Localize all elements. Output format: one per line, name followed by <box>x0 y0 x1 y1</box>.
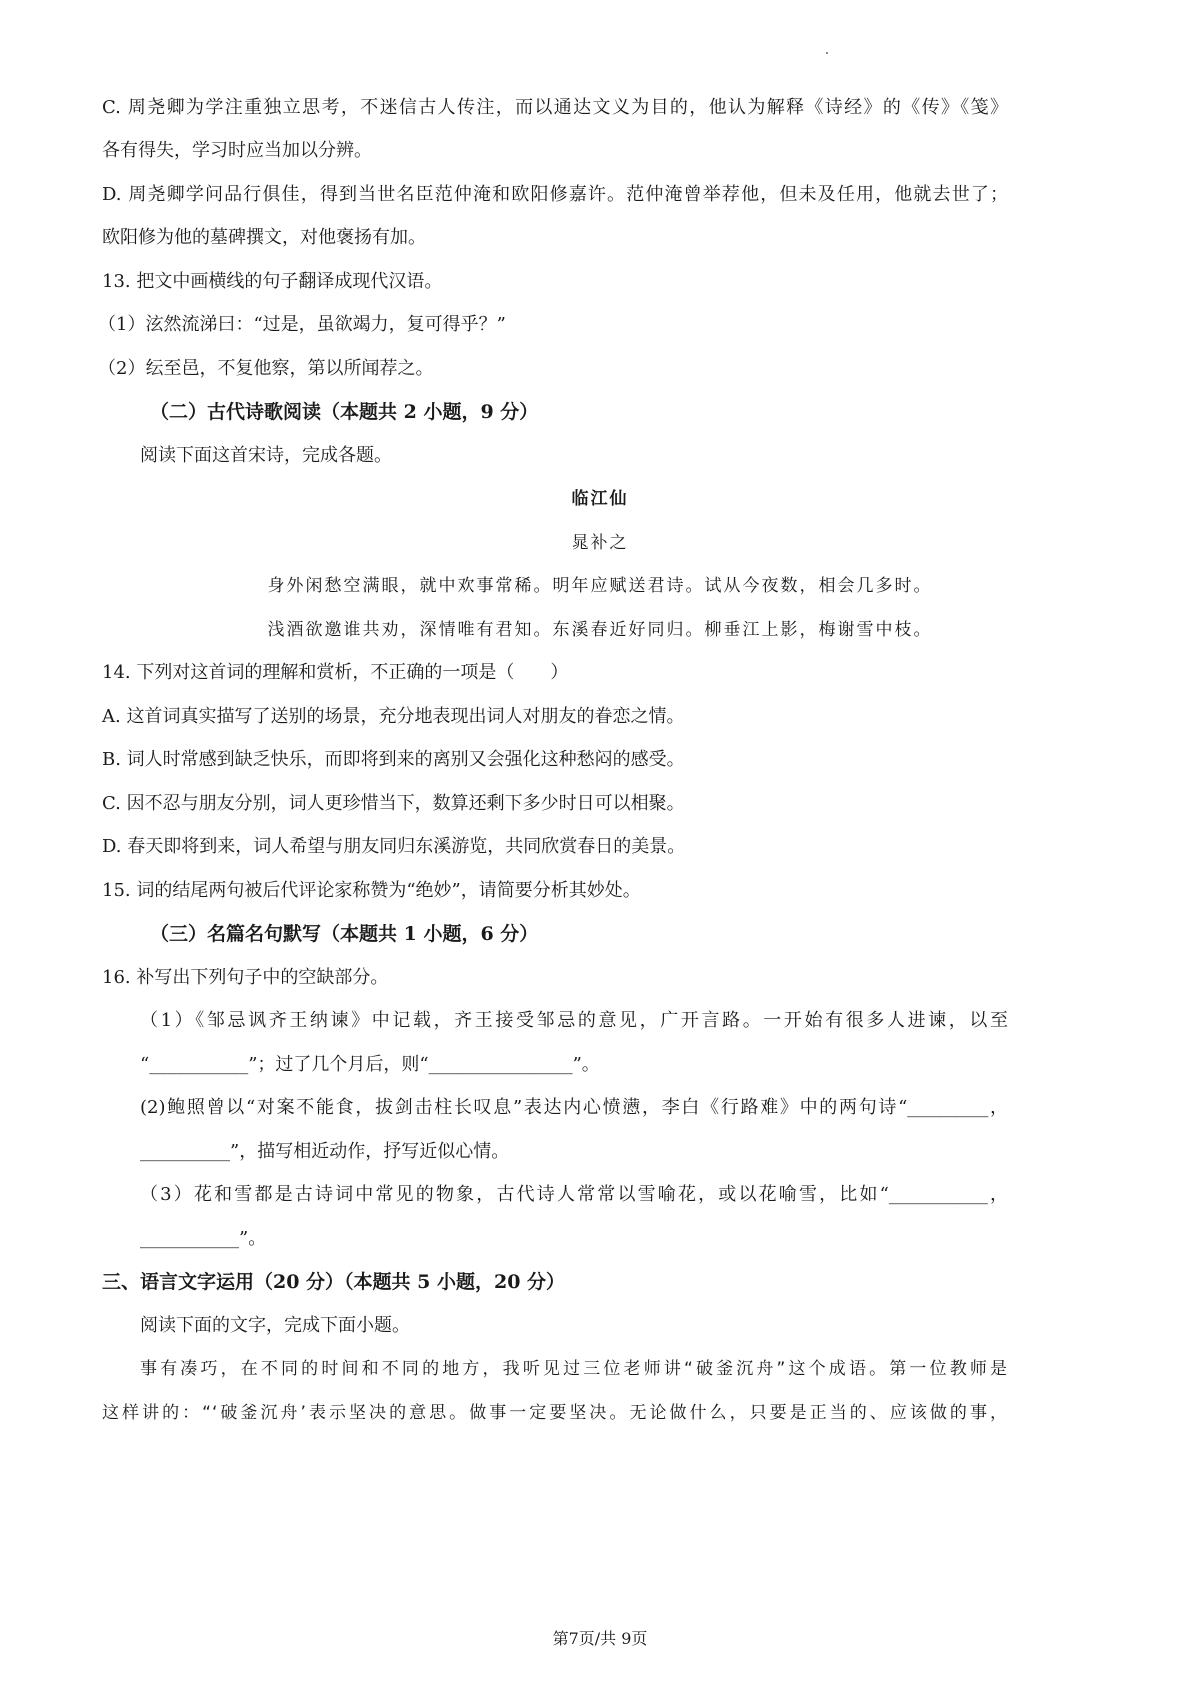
q16-item-3-line1: （3）花和雪都是古诗词中常见的物象，古代诗人常常以雪喻花，或以花喻雪，比如“___________， <box>140 1184 1008 1205</box>
option-d-line1: D. 周尧卿学问品行俱佳，得到当世名臣范仲淹和欧阳修嘉许。范仲淹曾举荐他，但未及任用，他就去世了； <box>102 184 1008 205</box>
q16-item-1-line1: （1）《邹忌讽齐王纳谏》中记载，齐王接受邹忌的意见，广开言路。一开始有很多人进谏，以至 <box>140 1010 1008 1031</box>
passage-line-2: 这样讲的：“‘破釜沉舟’表示坚决的意思。做事一定要坚决。无论做什么，只要是正当的、应该做的事， <box>102 1403 1008 1423</box>
passage-line-1: 事有凑巧，在不同的时间和不同的地方，我听见过三位老师讲“破釜沉舟”这个成语。第一位教师是 <box>140 1359 1008 1379</box>
section-heading-recitation: （三）名篇名句默写（本题共 1 小题，6 分） <box>150 923 539 945</box>
question-13: 13. 把文中画横线的句子翻译成现代汉语。 <box>102 271 443 292</box>
q14-option-b: B. 词人时常感到缺乏快乐，而即将到来的离别又会强化这种愁闷的感受。 <box>102 749 685 770</box>
q13-sentence-1: （1）泫然流涕曰：“过是，虽欲竭力，复可得乎？” <box>98 314 506 335</box>
q14-option-a: A. 这首词真实描写了送别的场景，充分地表现出词人对朋友的眷恋之情。 <box>102 706 685 727</box>
poem-author: 晁补之 <box>571 533 629 553</box>
q16-item-2-line2: __________”，描写相近动作，抒写近似心情。 <box>140 1141 510 1162</box>
q14-option-c: C. 因不忍与朋友分别，词人更珍惜当下，数算还剩下多少时日可以相聚。 <box>102 793 685 814</box>
section-heading-language: 三、语言文字运用（20 分）（本题共 5 小题，20 分） <box>102 1271 566 1293</box>
poem-line-2: 浅酒欲邀谁共劝，深情唯有君知。东溪春近好同归。柳垂江上影，梅谢雪中枝。 <box>267 620 933 640</box>
page-number: 第7页/共 9页 <box>552 1629 648 1648</box>
poem-line-1: 身外闲愁空满眼，就中欢事常稀。明年应赋送君诗。试从今夜数，相会几多时。 <box>267 576 933 596</box>
poem-title: 临江仙 <box>571 489 629 509</box>
question-15: 15. 词的结尾两句被后代评论家称赞为“绝妙”，请简要分析其妙处。 <box>102 880 641 901</box>
q14-option-d: D. 春天即将到来，词人希望与朋友同归东溪游览，共同欣赏春日的美景。 <box>102 836 686 857</box>
q16-item-1-line2: “___________”；过了几个月后，则“________________”。 <box>140 1054 600 1075</box>
poetry-instruction: 阅读下面这首宋诗，完成各题。 <box>140 445 392 466</box>
scan-dot <box>826 52 828 54</box>
q16-item-3-line2: ___________”。 <box>140 1228 267 1249</box>
q13-sentence-2: （2）纭至邑，不复他察，第以所闻荐之。 <box>98 358 434 379</box>
option-d-line2: 欧阳修为他的墓碑撰文，对他褒扬有加。 <box>102 227 426 248</box>
q16-item-2-line1: (2)鲍照曾以“对案不能食，拔剑击柱长叹息”表达内心愤懑，李白《行路难》中的两句诗“_________， <box>140 1097 1008 1118</box>
option-c-line1: C. 周尧卿为学注重独立思考，不迷信古人传注，而以通达文义为目的，他认为解释《诗经》的《传》《笺》 <box>102 97 1008 118</box>
section-heading-poetry: （二）古代诗歌阅读（本题共 2 小题，9 分） <box>150 401 539 423</box>
option-c-line2: 各有得失，学习时应当加以分辨。 <box>102 140 372 161</box>
question-14: 14. 下列对这首词的理解和赏析，不正确的一项是（ ） <box>102 662 569 683</box>
language-instruction: 阅读下面的文字，完成下面小题。 <box>140 1315 410 1336</box>
question-16: 16. 补写出下列句子中的空缺部分。 <box>102 967 389 988</box>
